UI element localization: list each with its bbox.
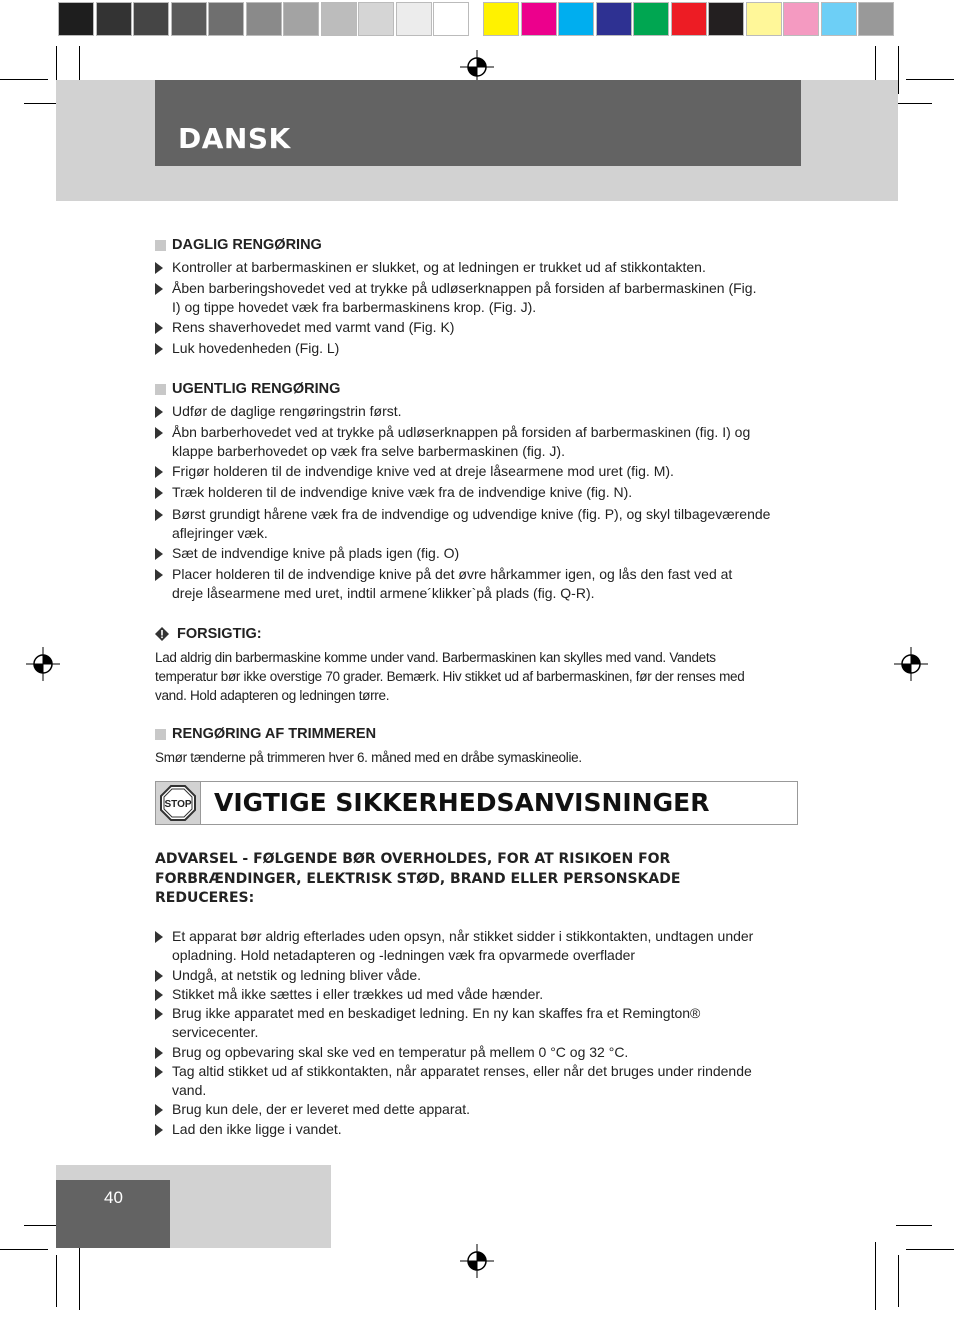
list-item-text [172,1043,805,1062]
list-item-text [172,565,805,603]
list-item-line: dreje låsearmene med uret, indtil armene´klikker`på plads (fig. Q-R). [172,585,595,601]
triangle-bullet-icon [155,1124,163,1136]
list-item-line: Brug og opbevaring skal ske ved en temperatur på mellem 0 °C og 32 °C. [172,1044,629,1060]
color-swatch [558,2,594,36]
list-item [155,483,805,502]
list-item-line: Rens shaverhovedet med varmt vand (Fig. K) [172,319,455,335]
crop-mark [0,79,48,80]
color-swatch [633,2,669,36]
list-item-line: aflejringer væk. [172,525,268,541]
list-item-text [172,1100,805,1119]
color-swatch [171,2,207,36]
triangle-bullet-icon [155,283,163,295]
stop-icon-box [156,782,201,824]
list-item-line: Luk hovedenheden (Fig. L) [172,340,340,356]
section-heading-daily [155,237,322,253]
crop-mark [24,103,60,104]
list-item [155,1062,805,1100]
list-item [155,927,805,965]
list-item [155,462,805,481]
color-swatch [708,2,744,36]
list-item-line: klappe barberhovedet op væk fra selve barbermaskinen (fig. J). [172,443,565,459]
square-bullet-icon [155,384,166,395]
crop-mark [898,1255,899,1307]
list-item-line: Kontroller at barbermaskinen er slukket, og at ledningen er trukket ud af stikkontakten. [172,259,706,275]
list-item-line: Undgå, at netstik og ledning bliver våde. [172,967,422,983]
list-item [155,1004,805,1042]
triangle-bullet-icon [155,1066,163,1078]
list-item-line: opladning. Hold netadapteren og -ledningen væk fra opvarmede overflader [172,947,636,963]
list-item [155,985,805,1004]
list-item-line: Frigør holderen til de indvendige knive ved at dreje låsearmene mod uret (fig. M). [172,463,674,479]
caution-paragraph [155,648,805,705]
list-item-line: vand. [172,1082,207,1098]
color-swatch [671,2,707,36]
crop-mark [0,1249,48,1250]
registration-mark-icon [894,647,928,681]
triangle-bullet-icon [155,970,163,982]
trimmer-paragraph: Smør tænderne på trimmeren hver 6. måned med en dråbe symaskineolie. [155,750,582,765]
section-heading-text: DAGLIG RENGØRING [172,237,322,253]
crop-mark [906,79,954,80]
registration-mark-icon [26,647,60,681]
caution-heading-text: FORSIGTIG: [177,626,262,642]
list-item-text [172,483,805,502]
list-item-line: Træk holderen til de indvendige knive væk fra de indvendige knive (fig. N). [172,484,633,500]
square-bullet-icon [155,729,166,740]
color-swatch [783,2,819,36]
triangle-bullet-icon [155,509,163,521]
color-swatch [283,2,319,36]
caution-diamond-icon [155,627,169,641]
triangle-bullet-icon [155,1008,163,1020]
section-heading-trimmer [155,726,376,742]
triangle-bullet-icon [155,1047,163,1059]
triangle-bullet-icon [155,322,163,334]
crop-mark [898,46,899,94]
crop-mark [56,1255,57,1307]
list-item [155,544,805,563]
section-heading-weekly [155,381,340,397]
color-swatch [746,2,782,36]
paragraph-line: FORBRÆNDINGER, ELEKTRISK STØD, BRAND ELLER PERSONSKADE [155,870,681,887]
list-item-text [172,966,805,985]
list-item-text [172,544,805,563]
triangle-bullet-icon [155,569,163,581]
list-item-line: Åben barberingshovedet ved at trykke på udløserknappen på forsiden af barbermaskinen (Fig. [172,280,757,296]
list-item-text [172,423,805,461]
list-item-text [172,1004,805,1042]
color-swatch [208,2,244,36]
list-item-line: Børst grundigt hårene væk fra de indvendige og udvendige knive (fig. P), og skyl tilbageværende [172,506,771,522]
registration-mark-icon [460,1244,494,1278]
list-item-text [172,258,805,277]
crop-mark [906,1249,954,1250]
crop-mark [24,1225,60,1226]
color-swatch [596,2,632,36]
stop-label: STOP [164,799,192,810]
color-swatch [246,2,282,36]
list-item [155,258,805,277]
color-swatch [821,2,857,36]
warning-heading [155,850,795,909]
list-item-text [172,402,805,421]
list-item-text [172,1120,805,1139]
paragraph-line: REDUCERES: [155,890,255,906]
list-item [155,565,805,603]
paragraph-line: temperatur bør ikke overstige 70 grader. Bemærk. Hiv stikket ud af barbermaskinen, før der renses med [155,669,745,684]
safety-title-box [155,781,798,825]
list-item-text [172,1062,805,1100]
list-item-text [172,318,805,337]
list-item [155,1043,805,1062]
list-item-text [172,339,805,358]
page-title: DANSK [178,122,291,155]
paragraph-line: vand. Hold adapteren og ledningen tørre. [155,688,390,703]
list-item [155,423,805,461]
triangle-bullet-icon [155,343,163,355]
crop-mark [79,1242,80,1310]
color-swatch [96,2,132,36]
list-item [155,279,805,317]
color-swatch [58,2,94,36]
list-item [155,1100,805,1119]
triangle-bullet-icon [155,427,163,439]
triangle-bullet-icon [155,548,163,560]
color-swatch [396,2,432,36]
triangle-bullet-icon [155,931,163,943]
color-swatch [358,2,394,36]
list-item-line: Et apparat bør aldrig efterlades uden opsyn, når stikket sidder i stikkontakten, undtagen under [172,928,754,944]
color-swatch [133,2,169,36]
list-item-text [172,985,805,1004]
list-item [155,966,805,985]
registration-mark-icon [460,50,494,84]
list-item-line: Udfør de daglige rengøringstrin først. [172,403,402,419]
list-item-line: Lad den ikke ligge i vandet. [172,1121,342,1137]
color-swatch [483,2,519,36]
square-bullet-icon [155,240,166,251]
list-item-line: Sæt de indvendige knive på plads igen (fig. O) [172,545,460,561]
triangle-bullet-icon [155,1104,163,1116]
list-item-line: Placer holderen til de indvendige knive på det øvre hårkammer igen, og lås den fast ved at [172,566,733,582]
list-item [155,339,805,358]
crop-mark [896,1225,932,1226]
color-swatch [433,2,469,36]
paragraph-line: Lad aldrig din barbermaskine komme under vand. Barbermaskinen kan skylles med vand. Vandets [155,650,716,665]
section-heading-text: UGENTLIG RENGØRING [172,381,341,397]
color-swatch [321,2,357,36]
triangle-bullet-icon [155,262,163,274]
triangle-bullet-icon [155,466,163,478]
list-item-text [172,927,805,965]
list-item-line: Tag altid stikket ud af stikkontakten, når apparatet renses, eller når det bruges under rindende [172,1063,752,1079]
list-item-line: servicecenter. [172,1024,259,1040]
list-item-line: Stikket må ikke sættes i eller trækkes ud med våde hænder. [172,986,544,1002]
list-item-line: Brug ikke apparatet med en beskadiget ledning. En ny kan skaffes fra et Remington® [172,1005,701,1021]
section-heading-text: RENGØRING AF TRIMMEREN [172,726,377,742]
paragraph-line: ADVARSEL - FØLGENDE BØR OVERHOLDES, FOR AT RISIKOEN FOR [155,851,671,867]
crop-mark [896,103,932,104]
color-swatch [858,2,894,36]
triangle-bullet-icon [155,487,163,499]
list-item [155,1120,805,1139]
triangle-bullet-icon [155,989,163,1001]
triangle-bullet-icon [155,406,163,418]
list-item-text [172,505,805,543]
list-item [155,402,805,421]
stop-sign-icon [156,782,200,824]
list-item [155,505,805,543]
list-item-text [172,462,805,481]
safety-title: VIGTIGE SIKKERHEDSANVISNINGER [214,788,710,817]
list-item-text [172,279,805,317]
color-swatch [521,2,557,36]
caution-heading [155,626,262,642]
page-number: 40 [104,1188,123,1207]
list-item-line: Brug kun dele, der er leveret med dette apparat. [172,1101,471,1117]
list-item [155,318,805,337]
list-item-line: I) og tippe hovedet væk fra barbermaskinens krop. (Fig. J). [172,299,537,315]
list-item-line: Åbn barberhovedet ved at trykke på udløserknappen på forsiden af barbermaskinen (fig. I) og [172,424,751,440]
color-calibration-strip [56,0,898,38]
crop-mark [875,1242,876,1310]
